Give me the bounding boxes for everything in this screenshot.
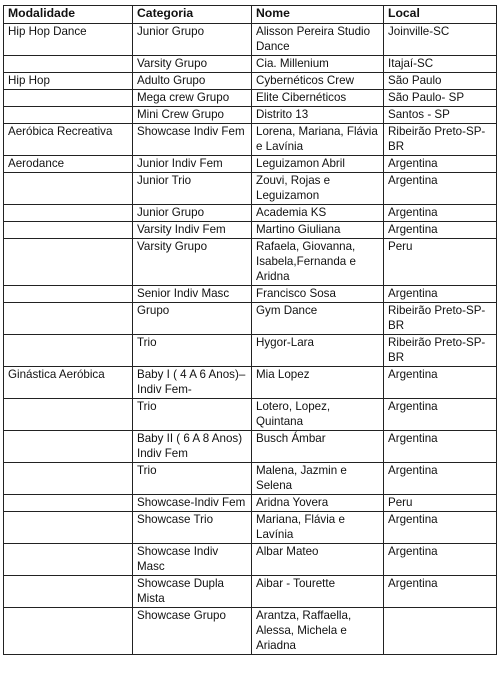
table-row — [4, 495, 497, 512]
table-row — [4, 512, 497, 544]
cell-local: Argentina — [384, 286, 497, 303]
cell-modalidade — [4, 56, 133, 73]
cell-nome: Elite Cibernéticos — [252, 90, 384, 107]
table-row — [4, 239, 497, 286]
cell-categoria: Trio — [133, 335, 252, 367]
cell-categoria: Baby I ( 4 A 6 Anos)– Indiv Fem- — [133, 367, 252, 399]
cell-local: Argentina — [384, 431, 497, 463]
cell-modalidade — [4, 205, 133, 222]
cell-local: Argentina — [384, 399, 497, 431]
cell-nome: Aridna Yovera — [252, 495, 384, 512]
cell-local: Peru — [384, 495, 497, 512]
results-table — [3, 5, 497, 655]
cell-nome: Martino Giuliana — [252, 222, 384, 239]
cell-local: Argentina — [384, 173, 497, 205]
table-row — [4, 576, 497, 608]
cell-nome: Malena, Jazmin e Selena — [252, 463, 384, 495]
cell-local: Argentina — [384, 222, 497, 239]
cell-nome: Hygor-Lara — [252, 335, 384, 367]
cell-categoria: Junior Grupo — [133, 24, 252, 56]
cell-modalidade — [4, 431, 133, 463]
cell-local: Argentina — [384, 576, 497, 608]
cell-local: São Paulo — [384, 73, 497, 90]
cell-nome: Gym Dance — [252, 303, 384, 335]
cell-categoria: Mega crew Grupo — [133, 90, 252, 107]
table-row — [4, 156, 497, 173]
cell-local: Peru — [384, 239, 497, 286]
cell-modalidade — [4, 335, 133, 367]
cell-nome: Zouvi, Rojas e Leguizamon — [252, 173, 384, 205]
cell-modalidade — [4, 399, 133, 431]
cell-nome: Aibar - Tourette — [252, 576, 384, 608]
cell-modalidade: Aeróbica Recreativa — [4, 124, 133, 156]
table-row — [4, 286, 497, 303]
table-row — [4, 303, 497, 335]
header-categoria: Categoria — [133, 6, 252, 24]
cell-nome: Mia Lopez — [252, 367, 384, 399]
cell-modalidade — [4, 576, 133, 608]
table-row — [4, 222, 497, 239]
cell-categoria: Showcase Indiv Masc — [133, 544, 252, 576]
cell-categoria: Varsity Grupo — [133, 239, 252, 286]
cell-categoria: Grupo — [133, 303, 252, 335]
cell-nome: Rafaela, Giovanna, Isabela,Fernanda e Aridna — [252, 239, 384, 286]
cell-categoria: Junior Grupo — [133, 205, 252, 222]
cell-categoria: Junior Indiv Fem — [133, 156, 252, 173]
table-row — [4, 608, 497, 655]
cell-nome: Lorena, Mariana, Flávia e Lavínia — [252, 124, 384, 156]
table-row — [4, 399, 497, 431]
cell-nome: Lotero, Lopez, Quintana — [252, 399, 384, 431]
cell-modalidade — [4, 495, 133, 512]
cell-modalidade — [4, 512, 133, 544]
cell-modalidade: Hip Hop — [4, 73, 133, 90]
table-row — [4, 431, 497, 463]
header-nome: Nome — [252, 6, 384, 24]
cell-local: Argentina — [384, 156, 497, 173]
table-row — [4, 173, 497, 205]
cell-modalidade — [4, 544, 133, 576]
table-row — [4, 367, 497, 399]
cell-modalidade — [4, 463, 133, 495]
table-body — [4, 24, 497, 655]
table-row — [4, 56, 497, 73]
table-header-row — [4, 6, 497, 24]
cell-categoria: Showcase Trio — [133, 512, 252, 544]
cell-local — [384, 608, 497, 655]
cell-nome: Academia KS — [252, 205, 384, 222]
cell-nome: Arantza, Raffaella, Alessa, Michela e Ariadna — [252, 608, 384, 655]
cell-categoria: Mini Crew Grupo — [133, 107, 252, 124]
cell-nome: Busch Ámbar — [252, 431, 384, 463]
cell-local: Ribeirão Preto-SP-BR — [384, 124, 497, 156]
cell-modalidade: Aerodance — [4, 156, 133, 173]
cell-categoria: Showcase Grupo — [133, 608, 252, 655]
header-modalidade: Modalidade — [4, 6, 133, 24]
cell-categoria: Showcase Indiv Fem — [133, 124, 252, 156]
cell-categoria: Showcase Dupla Mista — [133, 576, 252, 608]
cell-nome: Distrito 13 — [252, 107, 384, 124]
cell-local: Argentina — [384, 463, 497, 495]
cell-categoria: Trio — [133, 399, 252, 431]
cell-categoria: Showcase-Indiv Fem — [133, 495, 252, 512]
table-row — [4, 107, 497, 124]
table-row — [4, 205, 497, 222]
cell-nome: Alisson Pereira Studio Dance — [252, 24, 384, 56]
table-row — [4, 544, 497, 576]
cell-modalidade — [4, 608, 133, 655]
cell-local: Argentina — [384, 367, 497, 399]
cell-modalidade — [4, 107, 133, 124]
cell-modalidade: Hip Hop Dance — [4, 24, 133, 56]
table-row — [4, 24, 497, 56]
cell-local: Ribeirão Preto-SP-BR — [384, 303, 497, 335]
cell-modalidade — [4, 239, 133, 286]
cell-local: Santos - SP — [384, 107, 497, 124]
cell-modalidade — [4, 222, 133, 239]
cell-local: Ribeirão Preto-SP-BR — [384, 335, 497, 367]
cell-modalidade — [4, 90, 133, 107]
table-row — [4, 463, 497, 495]
cell-local: Argentina — [384, 512, 497, 544]
cell-local: Itajaí-SC — [384, 56, 497, 73]
cell-local: Argentina — [384, 544, 497, 576]
header-local: Local — [384, 6, 497, 24]
cell-local: Joinville-SC — [384, 24, 497, 56]
cell-categoria: Varsity Grupo — [133, 56, 252, 73]
cell-nome: Mariana, Flávia e Lavínia — [252, 512, 384, 544]
cell-modalidade — [4, 173, 133, 205]
cell-categoria: Varsity Indiv Fem — [133, 222, 252, 239]
cell-categoria: Senior Indiv Masc — [133, 286, 252, 303]
results-table-container — [3, 5, 497, 655]
cell-local: Argentina — [384, 205, 497, 222]
cell-modalidade — [4, 286, 133, 303]
cell-nome: Francisco Sosa — [252, 286, 384, 303]
cell-categoria: Baby II ( 6 A 8 Anos) Indiv Fem — [133, 431, 252, 463]
cell-categoria: Junior Trio — [133, 173, 252, 205]
cell-nome: Albar Mateo — [252, 544, 384, 576]
cell-modalidade: Ginástica Aeróbica — [4, 367, 133, 399]
table-row — [4, 335, 497, 367]
table-row — [4, 73, 497, 90]
cell-nome: Cybernéticos Crew — [252, 73, 384, 90]
table-row — [4, 90, 497, 107]
cell-nome: Leguizamon Abril — [252, 156, 384, 173]
cell-categoria: Trio — [133, 463, 252, 495]
cell-modalidade — [4, 303, 133, 335]
cell-categoria: Adulto Grupo — [133, 73, 252, 90]
cell-nome: Cia. Millenium — [252, 56, 384, 73]
cell-local: São Paulo- SP — [384, 90, 497, 107]
table-row — [4, 124, 497, 156]
